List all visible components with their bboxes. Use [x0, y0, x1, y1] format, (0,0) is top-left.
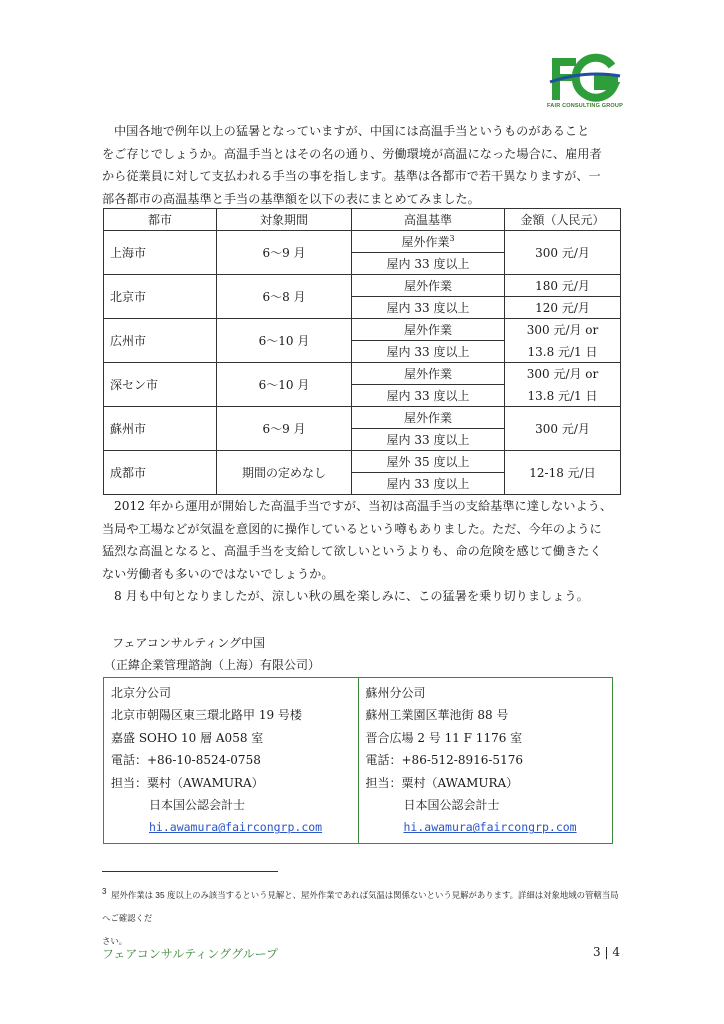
office-contact-person: 担当：粟村（AWAMURA）: [365, 775, 519, 790]
amount-cell: 120 元/月: [505, 297, 621, 319]
criteria-cell: 屋内 33 度以上: [352, 385, 505, 407]
period-cell: 期間の定めなし: [217, 451, 352, 495]
office-address-line1: 北京市朝陽区東三環北路甲 19 号楼: [111, 708, 302, 723]
table-row: [104, 451, 621, 473]
period-cell: 6～9 月: [217, 407, 352, 451]
closing-line: 当局や工場などが気温を意図的に操作しているという噂もありました。ただ、今年のように: [102, 521, 602, 536]
criteria-cell: 屋内 33 度以上: [352, 297, 505, 319]
amount-cell: 300 元/月: [505, 231, 621, 275]
city-cell: 深セン市: [104, 363, 217, 407]
footer-company: フェアコンサルティンググループ: [102, 947, 279, 961]
office-phone: 電話：+86-512-8916-5176: [365, 753, 523, 768]
offices-row: [104, 678, 613, 844]
criteria-cell: 屋外作業: [352, 407, 505, 429]
closing-line: 猛烈な高温となると、高温手当を支給して欲しいというよりも、命の危険を感じて働きたく: [102, 544, 602, 558]
logo-caption: FAIR CONSULTING GROUP: [547, 103, 623, 109]
office-email-link[interactable]: hi.awamura@faircongrp.com: [149, 820, 323, 835]
company-name: フェアコンサルティング中国: [112, 636, 266, 650]
criteria-cell: 屋外作業: [352, 363, 505, 385]
intro-line: 中国各地で例年以上の猛暑となっていますが、中国には高温手当というものがあること: [114, 124, 590, 138]
footnote: [102, 880, 622, 953]
period-cell: 6～8 月: [217, 275, 352, 319]
amount-cell: 13.8 元/1 日: [505, 341, 621, 363]
criteria-cell: 屋外作業: [352, 275, 505, 297]
closing-line: ない労働者も多いのではないでしょうか。: [102, 566, 334, 581]
office-address-line2: 嘉盛 SOHO 10 層 A058 室: [111, 730, 264, 745]
city-cell: 成都市: [104, 451, 217, 495]
office-contact-person: 担当：粟村（AWAMURA）: [111, 775, 264, 790]
closing-line: 2012 年から運用が開始した高温手当ですが、当初は高温手当の支給基準に達しないよう、: [114, 499, 613, 513]
offices-contact-table: [103, 677, 613, 844]
page-number: 3 | 4: [593, 945, 620, 959]
company-legal-name: （正緯企業管理諮詢（上海）有限公司）: [104, 658, 321, 672]
footnote-number: 3: [102, 887, 107, 896]
city-cell: 蘇州市: [104, 407, 217, 451]
office-address-line1: 蘇州工業園区華池街 88 号: [365, 708, 509, 723]
city-cell: 広州市: [104, 319, 217, 363]
period-cell: 6～10 月: [217, 363, 352, 407]
footnote-mark: 3: [449, 234, 455, 243]
closing-paragraph: [102, 495, 622, 608]
table-row: [104, 363, 621, 385]
city-cell: 北京市: [104, 275, 217, 319]
criteria-cell: 屋内 33 度以上: [352, 341, 505, 363]
office-suzhou: [358, 678, 613, 844]
table-row: [104, 407, 621, 429]
header-criteria: 高温基準: [352, 209, 505, 231]
office-qualification: 日本国公認会計士: [403, 798, 500, 813]
criteria-cell: 屋外作業: [352, 319, 505, 341]
footnote-text-line1: 屋外作業は 35 度以上のみ該当するという見解と、屋外作業であれば気温は関係ないという見解があります。詳細は対象地域の管轄当局へご確認くだ: [102, 889, 619, 923]
intro-paragraph: [102, 120, 622, 210]
amount-cell: 180 元/月: [505, 275, 621, 297]
table-header-row: [104, 209, 621, 231]
amount-cell: 13.8 元/1 日: [505, 385, 621, 407]
criteria-cell: 屋内 33 度以上: [352, 253, 505, 275]
header-period: 対象期間: [217, 209, 352, 231]
footnote-text-line2: さい。: [102, 935, 128, 946]
footnote-divider: [102, 871, 278, 872]
header-city: 都市: [104, 209, 217, 231]
table-row: [104, 319, 621, 341]
table-row: [104, 275, 621, 297]
city-cell: 上海市: [104, 231, 217, 275]
criteria-cell: 屋外 35 度以上: [352, 451, 505, 473]
period-cell: 6～9 月: [217, 231, 352, 275]
amount-cell: 300 元/月 or: [505, 363, 621, 385]
intro-line: をご存じでしょうか。高温手当とはその名の通り、労働環境が高温になった場合に、雇用者: [102, 146, 602, 161]
intro-line: から従業員に対して支払われる手当の事を指します。基準は各都市で若干異なりますが、一: [102, 169, 601, 183]
office-beijing: [104, 678, 359, 844]
amount-cell: 12-18 元/日: [505, 451, 621, 495]
table-row: [104, 231, 621, 253]
period-cell: 6～10 月: [217, 319, 352, 363]
amount-cell: 300 元/月: [505, 407, 621, 451]
office-title: 蘇州分公司: [365, 686, 426, 700]
header-amount: 金額（人民元）: [505, 209, 621, 231]
high-temperature-allowance-table: [103, 208, 621, 495]
office-qualification: 日本国公認会計士: [149, 798, 246, 813]
criteria-cell: 屋内 33 度以上: [352, 429, 505, 451]
office-address-line2: 晋合広場 2 号 11 F 1176 室: [365, 730, 523, 745]
amount-cell: 300 元/月 or: [505, 319, 621, 341]
closing-line: 8 月も中旬となりましたが、涼しい秋の風を楽しみに、この猛暑を乗り切りましょう。: [114, 589, 589, 603]
intro-line: 部各都市の高温基準と手当の基準額を以下の表にまとめてみました。: [102, 191, 480, 206]
office-phone: 電話：+86-10-8524-0758: [111, 753, 261, 768]
office-title: 北京分公司: [111, 686, 172, 700]
criteria-cell: 屋内 33 度以上: [352, 473, 505, 495]
office-email-link[interactable]: hi.awamura@faircongrp.com: [403, 820, 577, 835]
criteria-cell: 屋外作業$^3$: [352, 231, 505, 253]
